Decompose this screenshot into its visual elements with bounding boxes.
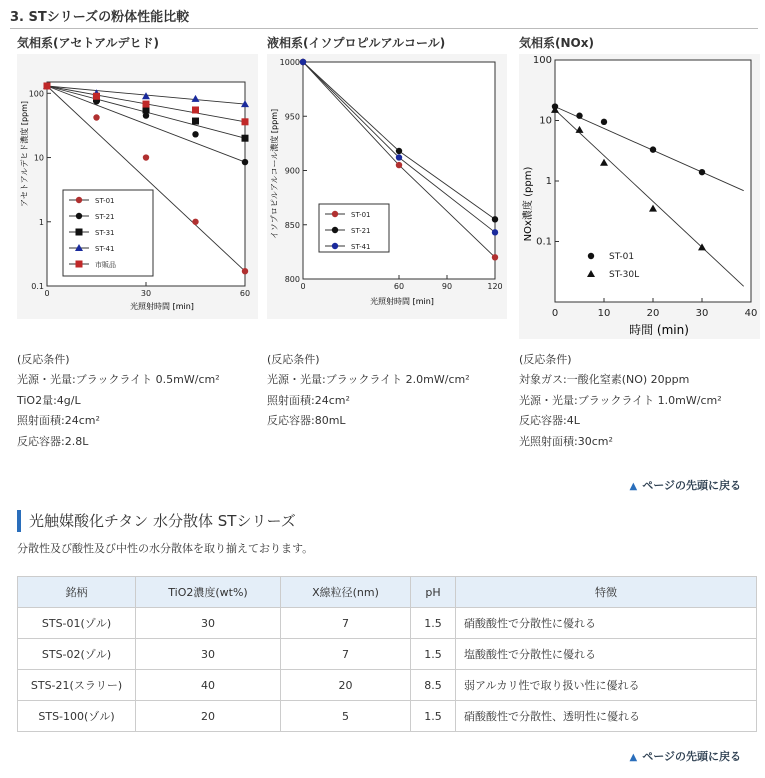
table-cell: 1.5 <box>411 701 456 732</box>
legend-marker <box>332 243 338 249</box>
data-point <box>396 162 402 168</box>
x-tick-label: 30 <box>695 308 709 319</box>
y-tick-label: 1 <box>38 217 44 227</box>
data-point <box>192 131 198 137</box>
data-point <box>396 154 402 160</box>
table-cell: 40 <box>136 670 281 701</box>
table-cell: 7 <box>281 608 411 639</box>
y-axis-label: アセトアルデヒド濃度 [ppm] <box>20 100 29 208</box>
condition-line: (反応条件) <box>267 353 320 366</box>
legend-label: ST-21 <box>95 213 115 221</box>
x-tick-label: 30 <box>140 289 152 298</box>
x-tick-label: 0 <box>551 308 559 319</box>
condition-line: 反応容器:80mL <box>267 414 346 428</box>
condition-line: 照射面積:24cm² <box>267 393 350 407</box>
y-tick-label: 850 <box>284 220 300 230</box>
condition-line: TiO2量:4g/L <box>17 393 81 407</box>
legend-label: ST-01 <box>351 211 371 219</box>
table-cell: 5 <box>281 701 411 732</box>
table-cell: 30 <box>136 639 281 670</box>
triangle-up-icon: ▲ <box>629 752 638 763</box>
table-cell: 1.5 <box>411 639 456 670</box>
back-to-top-link[interactable] <box>630 748 741 764</box>
conditions-1 <box>17 350 220 452</box>
x-tick-label: 40 <box>744 308 758 319</box>
data-point <box>192 106 199 113</box>
data-point <box>300 59 306 65</box>
table-header: X線粒径(nm) <box>281 577 411 608</box>
condition-line: (反応条件) <box>17 353 70 366</box>
y-tick-label: 950 <box>284 112 300 122</box>
table-cell: STS-01(ゾル) <box>18 608 136 639</box>
legend-marker <box>332 227 338 233</box>
x-tick-label: 0 <box>300 282 306 291</box>
y-tick-label: 800 <box>284 275 300 284</box>
data-point <box>192 118 199 125</box>
section-title: 3. STシリーズの粉体性能比較 <box>10 6 758 29</box>
table-cell: 塩酸酸性で分散性に優れる <box>456 639 757 670</box>
table-cell: 8.5 <box>411 670 456 701</box>
table-row <box>18 670 757 701</box>
section2-intro: 分散性及び酸性及び中性の水分散体を取り揃えております。 <box>17 542 314 555</box>
table-cell: STS-02(ゾル) <box>18 639 136 670</box>
data-point <box>242 268 248 274</box>
y-tick-label: 1 <box>545 176 552 187</box>
table-cell: 硝酸酸性で分散性、透明性に優れる <box>456 701 757 732</box>
y-axis-label: イソプロピルアルコール濃度 [ppm] <box>270 108 279 240</box>
legend-label: ST-31 <box>95 229 115 237</box>
table-header-row <box>18 577 757 608</box>
chart-nox-svg <box>519 54 760 339</box>
table-row <box>18 701 757 732</box>
data-point <box>93 114 99 120</box>
chart-title-nox: 気相系(NOx) <box>519 36 594 50</box>
legend-label: ST-41 <box>95 245 115 253</box>
table-header: TiO2濃度(wt%) <box>136 577 281 608</box>
legend-label: ST-41 <box>351 243 371 251</box>
legend-marker <box>332 211 338 217</box>
data-point <box>699 169 705 175</box>
table-header: 特徴 <box>456 577 757 608</box>
conditions-2 <box>267 350 470 432</box>
data-point <box>242 118 249 125</box>
y-tick-label: 100 <box>28 89 44 99</box>
table-cell: STS-21(スラリー) <box>18 670 136 701</box>
triangle-up-icon: ▲ <box>629 481 638 492</box>
condition-line: 光源・光量:ブラックライト 0.5mW/cm² <box>17 373 220 387</box>
table-cell: 30 <box>136 608 281 639</box>
x-axis-label: 光照射時間 [min] <box>130 302 194 311</box>
back-to-top-link[interactable] <box>630 477 741 493</box>
conditions-3 <box>519 350 722 452</box>
x-tick-label: 0 <box>44 289 50 298</box>
back-to-top-label: ページの先頭に戻る <box>642 750 741 763</box>
condition-line: 反応容器:2.8L <box>17 434 89 448</box>
chart-nox <box>519 54 760 339</box>
legend-marker <box>588 253 594 259</box>
table-header: pH <box>411 577 456 608</box>
table-cell: 20 <box>136 701 281 732</box>
data-point <box>492 216 498 222</box>
table-cell: 7 <box>281 639 411 670</box>
legend-marker <box>76 261 83 268</box>
legend-marker <box>76 197 82 203</box>
table-cell: 弱アルカリ性で取り扱い性に優れる <box>456 670 757 701</box>
condition-line: 照射面積:24cm² <box>17 414 100 428</box>
chart-ipa <box>267 54 507 319</box>
data-point <box>601 119 607 125</box>
x-axis-label: 時間 (min) <box>629 323 689 337</box>
y-tick-label: 0.1 <box>536 236 552 248</box>
table-cell: 20 <box>281 670 411 701</box>
table-cell: 1.5 <box>411 608 456 639</box>
chart-ipa-svg <box>267 54 507 319</box>
table-header: 銘柄 <box>18 577 136 608</box>
y-tick-label: 10 <box>33 153 44 163</box>
legend-marker <box>76 229 83 236</box>
table-row <box>18 608 757 639</box>
data-point <box>396 148 402 154</box>
chart-title-ipa: 液相系(イソプロピルアルコール) <box>267 36 446 50</box>
legend-marker <box>76 213 82 219</box>
data-point <box>242 159 248 165</box>
chart-title-acetaldehyde: 気相系(アセトアルデヒド) <box>17 36 160 50</box>
data-point <box>143 101 150 108</box>
legend-label: ST-01 <box>95 197 115 205</box>
table-cell: STS-100(ゾル) <box>18 701 136 732</box>
data-point <box>492 229 498 235</box>
data-point <box>143 154 149 160</box>
x-tick-label: 90 <box>441 282 453 291</box>
x-tick-label: 60 <box>239 289 251 298</box>
chart-acetaldehyde-svg <box>17 54 258 319</box>
y-tick-label: 10 <box>539 115 552 127</box>
y-tick-label: 100 <box>532 55 552 66</box>
y-tick-label: 0.1 <box>31 282 44 291</box>
legend-label: ST-01 <box>609 252 635 262</box>
section2-title: 光触媒酸化チタン 水分散体 STシリーズ <box>17 510 296 532</box>
x-tick-label: 60 <box>393 282 405 291</box>
legend-label: ST-21 <box>351 227 371 235</box>
table-row <box>18 639 757 670</box>
legend-label: ST-30L <box>609 270 640 280</box>
data-point <box>492 254 498 260</box>
data-point <box>242 135 249 142</box>
condition-line: 光照射面積:30cm² <box>519 434 613 448</box>
condition-line: (反応条件) <box>519 353 572 366</box>
x-tick-label: 10 <box>597 308 611 319</box>
x-axis-label: 光照射時間 [min] <box>370 297 434 306</box>
data-point <box>44 82 51 89</box>
product-table <box>17 576 757 732</box>
condition-line: 光源・光量:ブラックライト 1.0mW/cm² <box>519 393 722 407</box>
y-tick-label: 1000 <box>279 58 300 67</box>
chart-acetaldehyde <box>17 54 258 319</box>
data-point <box>576 113 582 119</box>
back-to-top-label: ページの先頭に戻る <box>642 479 741 492</box>
legend-label: 市販品 <box>95 261 116 269</box>
table-cell: 硝酸酸性で分散性に優れる <box>456 608 757 639</box>
data-point <box>650 146 656 152</box>
x-tick-label: 20 <box>646 308 660 319</box>
data-point <box>192 219 198 225</box>
condition-line: 対象ガス:一酸化窒素(NO) 20ppm <box>519 373 690 387</box>
condition-line: 反応容器:4L <box>519 414 580 428</box>
data-point <box>93 93 100 100</box>
y-tick-label: 900 <box>284 166 300 176</box>
y-axis-label: NOx濃度 (ppm) <box>523 166 534 242</box>
condition-line: 光源・光量:ブラックライト 2.0mW/cm² <box>267 373 470 387</box>
x-tick-label: 120 <box>487 282 503 291</box>
